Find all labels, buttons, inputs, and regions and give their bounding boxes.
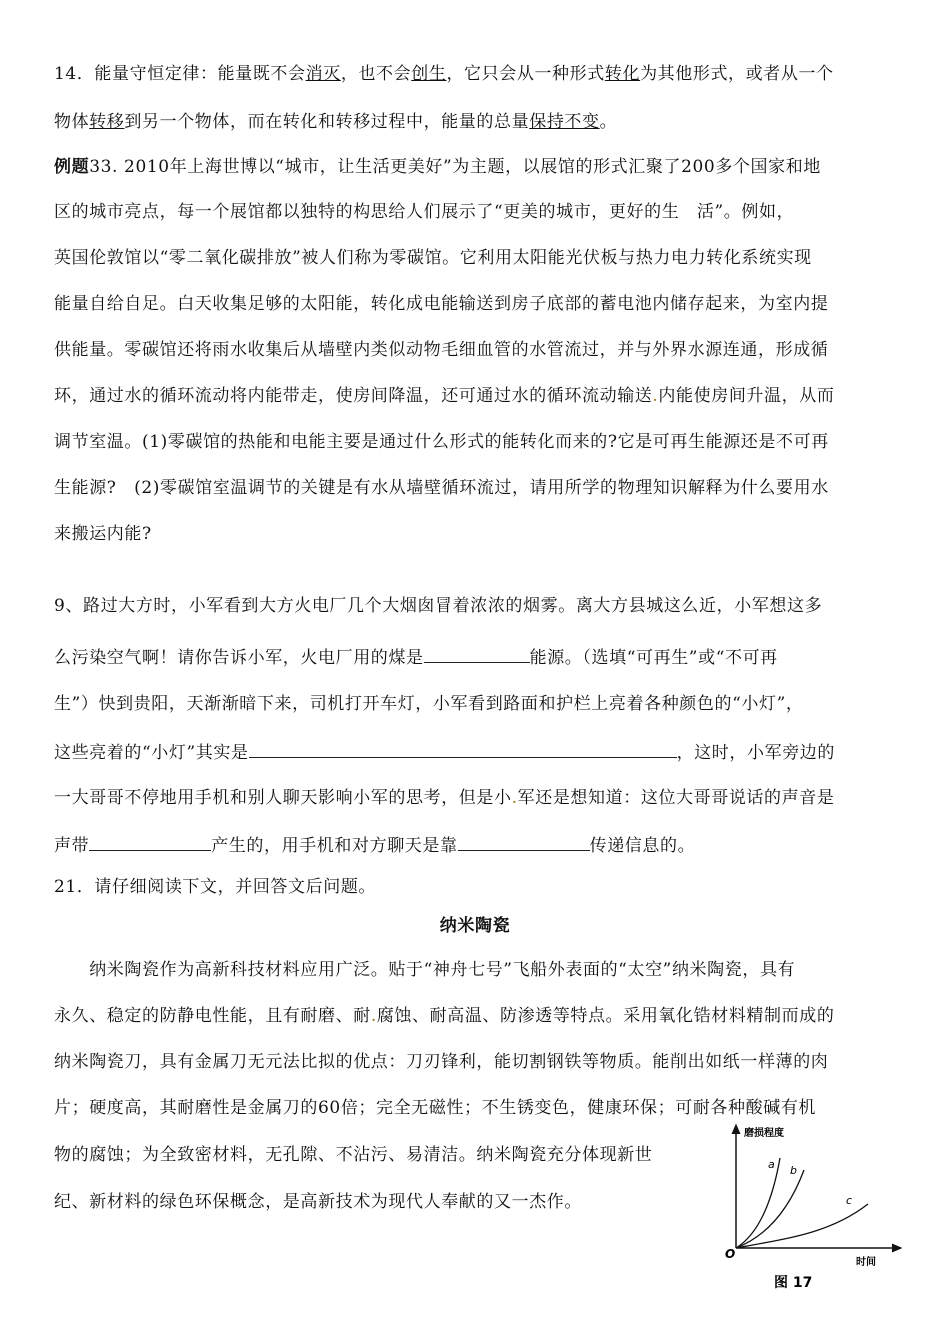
q14-text: ，它只会从一种形式	[446, 64, 605, 84]
q14-text: 为其他形式，或者从一个	[640, 64, 834, 84]
q9-text: 一大哥哥不停地用手机和别人聊天影响小军的思考，但是小	[54, 788, 512, 808]
q14-text: 到另一个物体，而在转化和转移过程中，能量的总量	[124, 112, 530, 132]
q9-blank-vocal-cords[interactable]	[89, 833, 211, 851]
example33-line-6	[54, 384, 834, 408]
q14-text: 物体	[54, 112, 90, 132]
q14-line-2	[54, 110, 617, 134]
q9-text: 声带	[54, 836, 90, 856]
q14-answer-baochibubian: 保持不变	[529, 112, 600, 132]
q14-line-1	[54, 62, 834, 86]
q9-blank-small-lights[interactable]	[249, 740, 677, 758]
origin-label: O	[725, 1247, 736, 1261]
q14-answer-chuangsheng: 创生	[411, 64, 447, 84]
q9-text: 军还是想知道：这位大哥哥说话的声音是	[517, 788, 835, 808]
example33-line-3: 英国伦敦馆以“零二氧化碳排放”被人们称为零碳馆。它利用太阳能光伏板与热力电力转化系统实现	[54, 248, 812, 268]
article-para-line-4: 片；硬度高，其耐磨性是金属刀的60倍；完全无磁性；不生锈变色，健康环保；可耐各种酸碱有机	[54, 1098, 817, 1118]
q9-line-1: 9、路过大方时，小军看到大方火电厂几个大烟囱冒着浓浓的烟雾。离大方县城这么近，小军想这多	[54, 596, 823, 616]
q14-answer-zhuanyi: 转移	[89, 112, 125, 132]
example33-line-2: 区的城市亮点，每一个展馆都以独特的构思给人们展示了“更美的城市，更好的生 活”。例如，	[54, 202, 795, 222]
q14-text: 14．能量守恒定律：能量既不会	[54, 64, 306, 84]
article-title: 纳米陶瓷	[439, 916, 511, 936]
x-axis-label: 时间	[856, 1257, 876, 1268]
q9-text: 能源。（选填“可再生”或“不可再	[529, 648, 778, 668]
q21-intro: 21．请仔细阅读下文，并回答文后问题。	[54, 877, 377, 897]
q9-line-2	[54, 645, 778, 670]
article-para-line-6: 纪、新材料的绿色环保概念，是高新技术为现代人奉献的又一杰作。	[54, 1192, 582, 1212]
curve-label-c: c	[846, 1194, 853, 1207]
q9-line-6	[54, 833, 695, 858]
q14-answer-xiaomie: 消灭	[305, 64, 341, 84]
curve-label-b: b	[790, 1164, 797, 1177]
example33-line-4: 能量自给自足。白天收集足够的太阳能，转化成电能输送到房子底部的蓄电池内储存起来，为室内提	[54, 294, 829, 314]
curve-c	[736, 1204, 868, 1248]
q9-text: 产生的，用手机和对方聊天是靠	[211, 836, 458, 856]
example-label: 例题	[54, 157, 90, 177]
example33-line-8: 生能源? (2)零碳馆室温调节的关键是有水从墙壁循环流过，请用所学的物理知识解释为什么要用水	[54, 478, 829, 498]
stray-mark: .	[652, 386, 659, 406]
example33-line-7: 调节室温。(1)零碳馆的热能和电能主要是通过什么形式的能转化而来的?它是可再生能源还是不可再	[54, 432, 829, 452]
stray-mark: .	[511, 788, 518, 808]
q9-line-4	[54, 740, 835, 765]
example33-line-1	[54, 155, 821, 179]
article-para-line-1: 纳米陶瓷作为高新科技材料应用广泛。贴于“神舟七号”飞船外表面的“太空”纳米陶瓷，具有	[54, 960, 796, 980]
q14-text: 。	[599, 112, 618, 132]
q14-answer-zhuanhua: 转化	[604, 64, 641, 84]
q9-text: ，这时，小军旁边的	[676, 743, 835, 763]
example33-text: 内能使房间升温，从而	[658, 386, 835, 406]
article-para-line-2	[54, 1004, 834, 1028]
curve-a	[736, 1158, 780, 1248]
article-text: 腐蚀、耐高温、防渗透等特点。采用氧化锆材料精制而成的	[376, 1006, 835, 1026]
q9-line-3: 生”）快到贵阳，天渐渐暗下来，司机打开车灯，小军看到路面和护栏上亮着各种颜色的“小灯”，	[54, 694, 804, 714]
y-axis-label: 磨损程度	[744, 1128, 784, 1139]
example33-line-9: 来搬运内能?	[54, 524, 152, 544]
q9-text: 传递信息的。	[589, 836, 696, 856]
curve-label-a: a	[768, 1158, 775, 1171]
q9-text: 这些亮着的“小灯”其实是	[54, 743, 249, 763]
example33-text: 33. 2010年上海世博以“城市，让生活更美好”为主题，以展馆的形式汇聚了200多个国家和地	[89, 157, 821, 177]
q14-text: ，也不会	[340, 64, 412, 84]
example33-text: 环，通过水的循环流动将内能带走，使房间降温，还可通过水的循环流动输送	[54, 386, 653, 406]
example33-line-5: 供能量。零碳馆还将雨水收集后从墙壁内类似动物毛细血管的水管流过，并与外界水源连通，形成循	[54, 340, 829, 360]
q9-blank-coal-energy[interactable]	[424, 645, 530, 663]
figure-17-wear-graph	[722, 1122, 902, 1294]
q9-blank-signal[interactable]	[458, 833, 590, 851]
q9-text: 么污染空气啊！请你告诉小军，火电厂用的煤是	[54, 648, 424, 668]
article-para-line-5: 物的腐蚀；为全致密材料，无孔隙、不沾污、易清洁。纳米陶瓷充分体现新世	[54, 1145, 653, 1165]
article-text: 永久、稳定的防静电性能，且有耐磨、耐	[54, 1006, 371, 1026]
stray-mark: .	[370, 1006, 377, 1026]
figure-caption: 图 17	[774, 1275, 813, 1291]
article-para-line-3: 纳米陶瓷刀，具有金属刀无元法比拟的优点：刀刃锋利，能切割钢铁等物质。能削出如纸一样薄的肉	[54, 1052, 829, 1072]
q9-line-5	[54, 786, 834, 810]
